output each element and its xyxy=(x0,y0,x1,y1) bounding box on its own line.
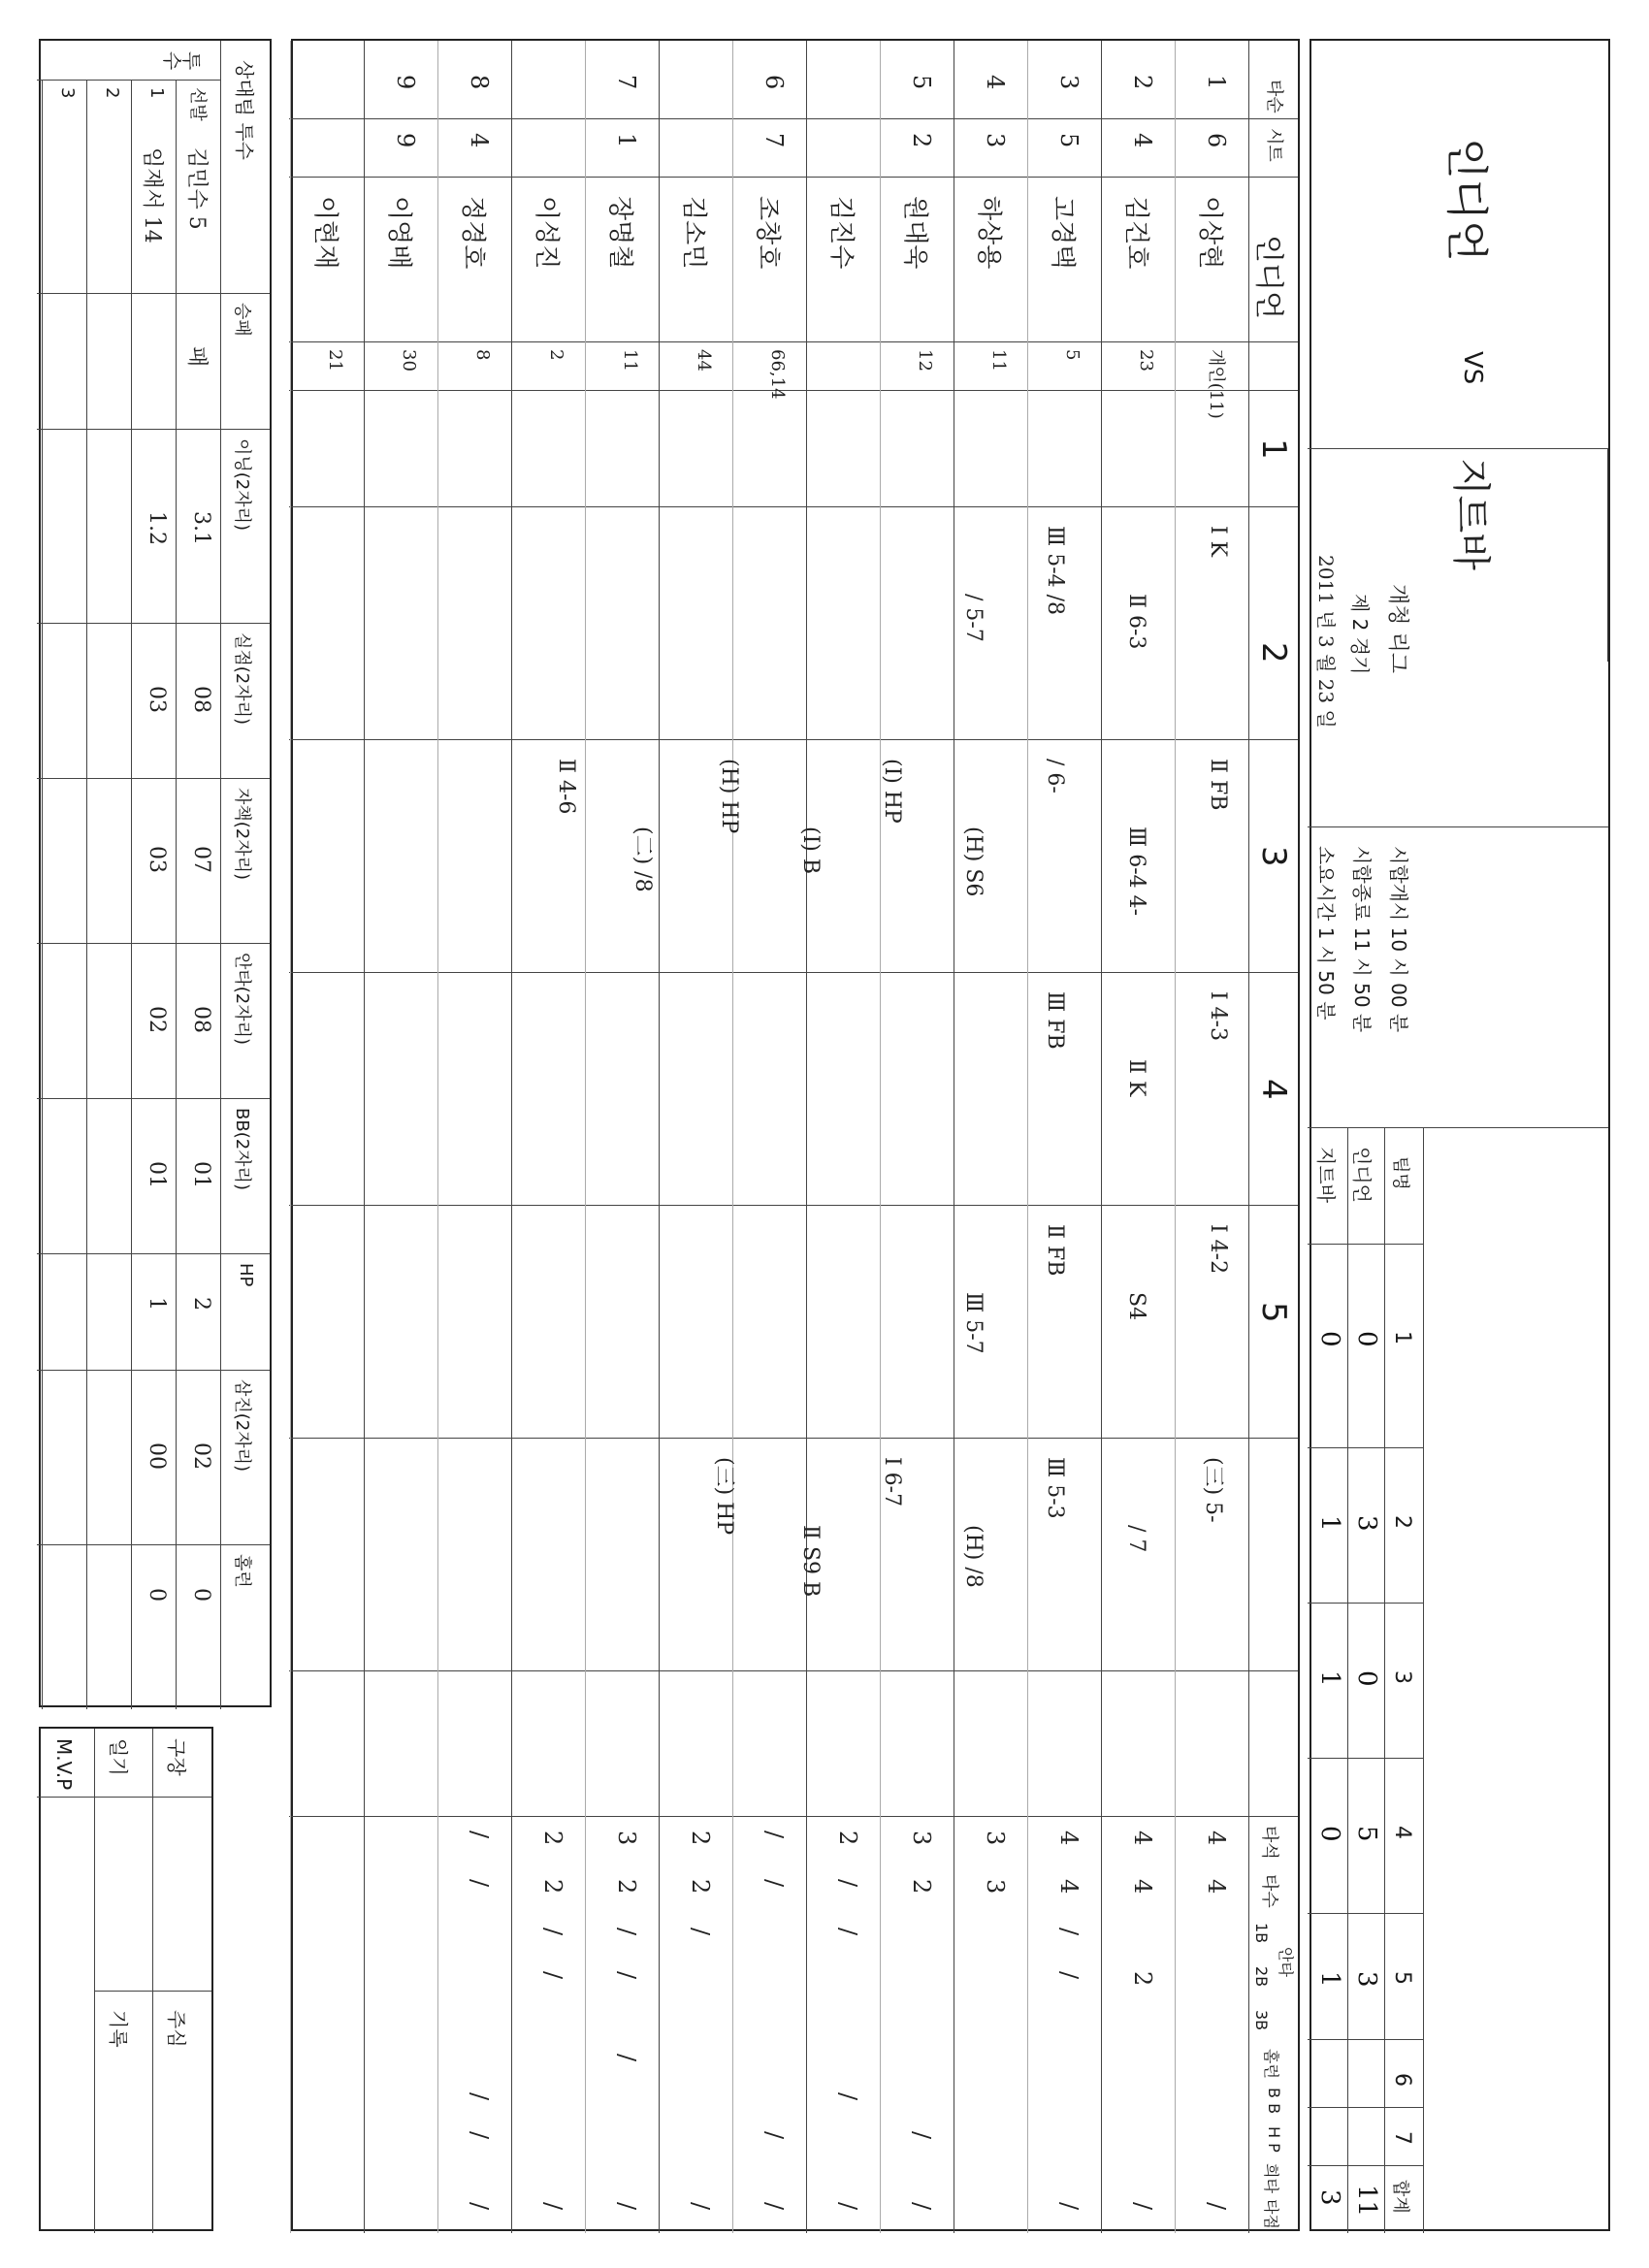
stat-cell: / xyxy=(834,2092,861,2101)
scoring-grid xyxy=(291,39,1300,2231)
stat-cell: / xyxy=(760,2202,788,2211)
linescore-r2-i4: 0 xyxy=(1315,1826,1344,1842)
duration: 소요시간 1 시 50 분 xyxy=(1314,846,1338,1021)
play-note: (I) B xyxy=(798,826,823,875)
lineup-number: 30 xyxy=(399,349,419,372)
pitch-cell: 1.2 xyxy=(145,511,169,545)
stat-cell: / xyxy=(613,2202,640,2211)
play-note: (H) /8 xyxy=(961,1525,986,1588)
play-note: / 6- xyxy=(1043,759,1067,794)
inning-col-1: 1 xyxy=(1254,438,1293,460)
stat-cell: / xyxy=(613,2054,640,2062)
lineup-name: 장명철 xyxy=(605,196,634,270)
pitch-cell: 3.1 xyxy=(189,511,213,545)
play-note: Ⅲ 5-4 /8 xyxy=(1043,526,1067,616)
lineup-order: 6 xyxy=(760,75,788,90)
stat-cell: / xyxy=(613,1928,640,1936)
pitch-row-no: 1 xyxy=(146,87,167,99)
stat-cell: 4 xyxy=(1055,1879,1083,1895)
stat-cell: 3 xyxy=(908,1831,935,1846)
pitch-col-header: 홈런 xyxy=(232,1554,252,1588)
lineup-name: 김소민 xyxy=(679,196,708,270)
pitch-col-header: HP xyxy=(236,1263,256,1287)
play-note: Ⅰ 4-2 xyxy=(1206,1224,1230,1275)
play-note: (三) 5- xyxy=(1201,1457,1225,1523)
lineup-team-header: 인디언 xyxy=(1251,235,1285,319)
league-label: 개청 리그 xyxy=(1385,584,1409,674)
play-note: (I) HP xyxy=(880,759,904,824)
lineup-order: 2 xyxy=(1129,75,1156,90)
linescore-inning-4: 4 xyxy=(1390,1826,1414,1839)
title-home: 인디언 xyxy=(1441,138,1491,262)
stat-cell: / xyxy=(539,1971,566,1980)
lineup-number: 66,14 xyxy=(767,349,788,400)
recorder-label: 기록 xyxy=(107,2010,130,2048)
lineup-pos-header: 시트 xyxy=(1264,128,1284,162)
inning-col-4: 4 xyxy=(1254,1079,1293,1100)
lineup-number: 11 xyxy=(620,349,640,372)
stat-cell: / xyxy=(466,1831,493,1839)
stat-cell: 2 xyxy=(908,1879,935,1895)
stat-cell: / xyxy=(1055,2202,1083,2211)
pitch-cell: 2 xyxy=(189,1297,213,1311)
lineup-order: 1 xyxy=(1203,75,1230,90)
stat-cell: 4 xyxy=(1055,1831,1083,1846)
stat-at-header: 타수 xyxy=(1259,1874,1279,1908)
stat-hits-header: 안타 xyxy=(1277,1947,1295,1977)
stat-cell: / xyxy=(1203,2202,1230,2211)
linescore-r2-i5: 1 xyxy=(1315,1971,1344,1988)
stat-cell: / xyxy=(466,2202,493,2211)
play-note: Ⅱ FB xyxy=(1206,759,1230,811)
stat-cell: 2 xyxy=(1129,1971,1156,1987)
pitch-cell: 01 xyxy=(145,1161,169,1188)
linescore-inning-1: 1 xyxy=(1390,1331,1414,1345)
footer-box xyxy=(39,1727,213,2231)
pitch-cell: 07 xyxy=(189,846,213,873)
stat-cell: / xyxy=(1055,1928,1083,1936)
lineup-name: 이영배 xyxy=(384,196,413,270)
pitch-col-header: 실점(2자리) xyxy=(232,632,252,726)
game-date: 2011 년 3 월 23 일 xyxy=(1314,555,1338,729)
header-box xyxy=(1310,39,1610,2231)
lineup-number: 44 xyxy=(694,349,714,372)
stat-cell: 3 xyxy=(982,1879,1009,1895)
linescore-inning-7: 7 xyxy=(1390,2131,1414,2145)
stat-cell: / xyxy=(539,2202,566,2211)
pitch-cell: 02 xyxy=(145,1006,169,1033)
pitching-title: 상대팀 투수 xyxy=(233,60,256,160)
chief-umpire-label: 주심 xyxy=(165,2010,188,2048)
stat-cell: / xyxy=(687,1928,714,1936)
stat-cell: / xyxy=(466,1879,493,1888)
play-note: Ⅱ 6-3 xyxy=(1124,594,1148,650)
stat-r-header: 타점 xyxy=(1262,2199,1280,2229)
stat-cell: / xyxy=(687,2202,714,2211)
lineup-name: 원대욱 xyxy=(900,196,929,270)
stat-cell: 2 xyxy=(687,1831,714,1846)
inning-col-2: 2 xyxy=(1254,642,1293,664)
pitch-cell: 패 xyxy=(184,346,209,368)
play-note: (H) HP xyxy=(717,759,741,834)
pitching-label: 투수 xyxy=(163,48,202,71)
play-note: / 7 xyxy=(1124,1525,1148,1553)
play-note: Ⅰ K xyxy=(1206,526,1230,558)
lineup-number: 5 xyxy=(1062,349,1083,361)
stat-cell: / xyxy=(613,1971,640,1980)
stat-cell: / xyxy=(908,2131,935,2140)
stat-1b-header: 1B xyxy=(1252,1923,1271,1944)
lineup-order: 4 xyxy=(982,75,1009,90)
play-note: (H) S6 xyxy=(961,826,986,897)
lineup-number: 11 xyxy=(988,349,1009,372)
stadium-label: 구장 xyxy=(165,1738,188,1776)
linescore-inning-6: 6 xyxy=(1390,2073,1414,2087)
pitch-cell: 01 xyxy=(189,1161,213,1188)
play-note: Ⅱ FB xyxy=(1043,1224,1067,1277)
inning-col-3: 3 xyxy=(1254,846,1293,867)
play-note: / 5-7 xyxy=(961,594,986,642)
stat-3b-header: 3B xyxy=(1252,2010,1271,2031)
lineup-name: 이현재 xyxy=(310,196,340,270)
lineup-name: 이상현 xyxy=(1195,196,1224,270)
lineup-number: 23 xyxy=(1136,349,1156,372)
pitch-cell: 03 xyxy=(145,686,169,713)
play-note: S4 xyxy=(1124,1292,1148,1321)
inning-col-5: 5 xyxy=(1254,1302,1293,1323)
stat-cell: 4 xyxy=(1203,1879,1230,1895)
pitch-col-header: 안타(2자리) xyxy=(232,953,252,1046)
linescore-r1-total: 11 xyxy=(1352,2185,1381,2218)
pitch-cell: 00 xyxy=(145,1442,169,1470)
stat-cell: / xyxy=(834,1928,861,1936)
play-note: Ⅲ 6-4 4- xyxy=(1124,826,1148,917)
lineup-pos: 6 xyxy=(1203,133,1230,148)
stat-cell: 2 xyxy=(687,1879,714,1895)
play-note: Ⅰ 4-3 xyxy=(1206,991,1230,1042)
stat-cell: 2 xyxy=(613,1879,640,1895)
lineup-order: 7 xyxy=(613,75,640,90)
linescore-inning-5: 5 xyxy=(1390,1971,1414,1985)
pitch-cell: 1 xyxy=(145,1297,169,1311)
play-note: Ⅰ 6-7 xyxy=(880,1457,904,1507)
linescore-inning-2: 2 xyxy=(1390,1515,1414,1529)
play-note: Ⅱ 4-6 xyxy=(554,759,578,815)
linescore-r1-i4: 5 xyxy=(1352,1826,1381,1842)
linescore-r1-i2: 3 xyxy=(1352,1515,1381,1532)
stat-cell: 3 xyxy=(982,1831,1009,1846)
lineup-order: 9 xyxy=(392,75,419,90)
stat-cell: / xyxy=(760,2131,788,2140)
pitch-row-name: 임재서 14 xyxy=(140,147,164,243)
stat-cell: 4 xyxy=(1129,1879,1156,1895)
stat-cell: / xyxy=(760,1879,788,1888)
stat-sac-header: 희타 xyxy=(1262,2163,1280,2193)
stat-cell: / xyxy=(539,1928,566,1936)
play-note: Ⅱ S9 B xyxy=(798,1525,823,1598)
pitch-cell: 08 xyxy=(189,1006,213,1033)
play-note: (三) HP xyxy=(712,1457,736,1536)
stat-bb-header: B B xyxy=(1265,2088,1283,2115)
lineup-name: 조창호 xyxy=(753,196,782,270)
pitch-col-header: 이닝(2자리) xyxy=(232,438,252,532)
mvp-label: M.V.P xyxy=(52,1738,76,1791)
lineup-pos: 4 xyxy=(1129,133,1156,148)
stat-cell: / xyxy=(834,2202,861,2211)
stat-cell: / xyxy=(1055,1971,1083,1980)
linescore-r2-i2: 1 xyxy=(1315,1515,1344,1532)
lineup-name: 하상용 xyxy=(974,196,1003,270)
pitch-row-no: 3 xyxy=(57,87,78,99)
play-note: (二) /8 xyxy=(630,826,655,892)
lineup-pos: 7 xyxy=(760,133,788,148)
linescore-team-1: 인디언 xyxy=(1350,1147,1374,1203)
pitch-col-header: 삼진(2자리) xyxy=(232,1379,252,1473)
play-note: Ⅲ 5-3 xyxy=(1043,1457,1067,1519)
linescore-r1-i3: 0 xyxy=(1352,1670,1381,1687)
pitch-row-name: 김민수 5 xyxy=(184,147,209,230)
lineup-name: 정경호 xyxy=(458,196,487,270)
lineup-pos: 3 xyxy=(982,133,1009,148)
pitch-cell: 08 xyxy=(189,686,213,713)
stat-cell: 3 xyxy=(613,1831,640,1846)
lineup-pos: 2 xyxy=(908,133,935,148)
pitching-box xyxy=(39,39,272,1707)
title-vs: VS xyxy=(1458,351,1487,385)
stat-cell: / xyxy=(760,1831,788,1839)
lineup-order: 8 xyxy=(466,75,493,90)
stat-hp-header: H P xyxy=(1265,2126,1283,2153)
lineup-pos: 1 xyxy=(613,133,640,148)
stat-cell: / xyxy=(834,1879,861,1888)
end-time: 시합종료 11 시 50 분 xyxy=(1350,846,1374,1033)
linescore-r1-i1: 0 xyxy=(1352,1331,1381,1347)
stat-hr-header: 홈런 xyxy=(1262,2049,1280,2079)
linescore-r2-total: 3 xyxy=(1315,2189,1344,2206)
pitch-cell: 0 xyxy=(145,1588,169,1602)
stat-cell: / xyxy=(466,2092,493,2101)
lineup-pos: 5 xyxy=(1055,133,1083,148)
title-away: 지트바 xyxy=(1448,458,1493,570)
linescore-team-2: 지트바 xyxy=(1314,1147,1338,1203)
lineup-number: 개인(11) xyxy=(1206,349,1226,419)
start-time: 시합개시 10 시 00 분 xyxy=(1387,846,1410,1033)
lineup-name: 김건호 xyxy=(1121,196,1150,270)
pitch-col-header: 자책(2자리) xyxy=(232,788,252,881)
lineup-name: 이성진 xyxy=(532,196,561,270)
lineup-order: 3 xyxy=(1055,75,1083,90)
lineup-number: 8 xyxy=(472,349,493,361)
linescore-r2-i1: 0 xyxy=(1315,1331,1344,1347)
pitch-cell: 02 xyxy=(189,1442,213,1470)
pitch-row-no: 선발 xyxy=(187,87,208,121)
linescore-team-header: 팀명 xyxy=(1390,1156,1410,1190)
lineup-order-header: 타순 xyxy=(1264,80,1284,113)
play-note: Ⅲ 5-7 xyxy=(961,1292,986,1354)
pitch-row-no: 2 xyxy=(102,87,122,99)
play-note: Ⅱ K xyxy=(1124,1059,1148,1097)
game-number: 제 2 경기 xyxy=(1348,594,1372,675)
weather-label: 일기 xyxy=(107,1738,130,1776)
stat-cell: 4 xyxy=(1129,1831,1156,1846)
lineup-number: 12 xyxy=(915,349,935,372)
pitch-cell: 0 xyxy=(189,1588,213,1602)
lineup-pos: 9 xyxy=(392,133,419,148)
pitch-col-header: BB(2자리) xyxy=(232,1108,252,1190)
stat-ab-header: 타석 xyxy=(1259,1826,1279,1860)
linescore-inning-3: 3 xyxy=(1390,1670,1414,1684)
stat-cell: 4 xyxy=(1203,1831,1230,1846)
linescore-r2-i3: 1 xyxy=(1315,1670,1344,1687)
lineup-name: 고경택 xyxy=(1048,196,1077,270)
lineup-order: 5 xyxy=(908,75,935,90)
stat-cell: / xyxy=(908,2202,935,2211)
lineup-pos: 4 xyxy=(466,133,493,148)
stat-cell: 2 xyxy=(539,1831,566,1846)
play-note: Ⅲ FB xyxy=(1043,991,1067,1050)
stat-cell: / xyxy=(466,2131,493,2140)
pitch-col-header: 승패 xyxy=(232,303,252,337)
lineup-name: 김진수 xyxy=(826,196,856,270)
stat-2b-header: 2B xyxy=(1252,1966,1271,1988)
lineup-number: 21 xyxy=(325,349,345,372)
stat-cell: 2 xyxy=(539,1879,566,1895)
stat-cell: / xyxy=(1129,2202,1156,2211)
linescore-total-header: 합계 xyxy=(1390,2180,1410,2214)
pitch-cell: 03 xyxy=(145,846,169,873)
linescore-r1-i5: 3 xyxy=(1352,1971,1381,1988)
stat-cell: 2 xyxy=(834,1831,861,1846)
lineup-number: 2 xyxy=(546,349,566,361)
